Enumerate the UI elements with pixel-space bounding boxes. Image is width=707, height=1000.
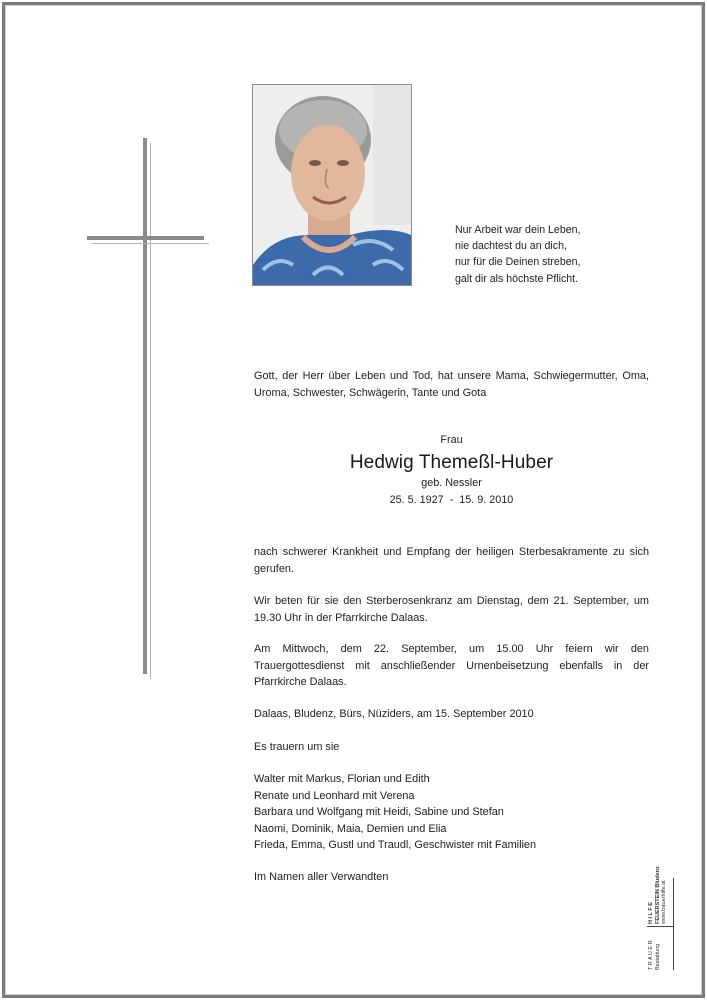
poem: Nur Arbeit war dein Leben, nie dachtest du an dich, nur für die Deinen streben, galt dir als höchste Pflicht.: [455, 224, 581, 285]
deceased-dates: 25. 5. 1927 - 15. 9. 2010: [389, 494, 514, 506]
mourners-list: [254, 771, 536, 854]
logo-text: H I L F E: [648, 902, 654, 924]
logo-text: T R A U E R: [648, 940, 654, 970]
intro-text: Gott, der Herr über Leben und Tod, hat unsere Mama, Schwiegermutter, Oma, Uroma, Schwester, Schwägerin, Tante und Gota: [254, 370, 649, 399]
logo-text: www.trauerhilfe.at: [661, 880, 668, 924]
paragraph-rosary: Wir beten für sie den Sterberosenkranz am Dienstag, dem 21. September, um 19.30 Uhr in der Pfarrkirche Dalaas.: [254, 595, 649, 624]
mourner-line: Renate und Leonhard mit Verena: [254, 789, 415, 802]
logo-text: FEUERSTEIN Bludenz: [654, 866, 661, 924]
mourner-line: Frieda, Emma, Gustl und Traudl, Geschwister mit Familien: [254, 839, 537, 852]
paragraph-funeral-service: Am Mittwoch, dem 22. September, um 15.00 Uhr feiern wir den Trauergottesdienst mit anschließender Urnenbeisetzung ebenfalls in der Pfarrkirche Dalaas.: [254, 643, 649, 689]
paragraph-death: nach schwerer Krankheit und Empfang der heiligen Sterbesakramente zu sich gerufen.: [254, 546, 649, 575]
logo-text: Bestattung: [654, 943, 661, 970]
mourner-line: Barbara und Wolfgang mit Heidi, Sabine und Stefan: [254, 806, 504, 819]
closing-line: Im Namen aller Verwandten: [254, 871, 389, 883]
mourner-line: Walter mit Markus, Florian und Edith: [254, 773, 430, 785]
deceased-name: Hedwig Themeßl-Huber: [349, 452, 554, 473]
funeral-home-logo: [646, 866, 678, 970]
mourner-line: Naomi, Dominik, Maia, Demien und Elia: [254, 822, 447, 835]
mourners-heading: Es trauern um sie: [254, 741, 340, 753]
portrait-photo: [252, 84, 412, 286]
deceased-title: Frau: [440, 434, 463, 446]
deceased-birth-name: geb. Nessler: [421, 477, 482, 489]
place-date-line: Dalaas, Bludenz, Bürs, Nüziders, am 15. September 2010: [254, 708, 534, 720]
